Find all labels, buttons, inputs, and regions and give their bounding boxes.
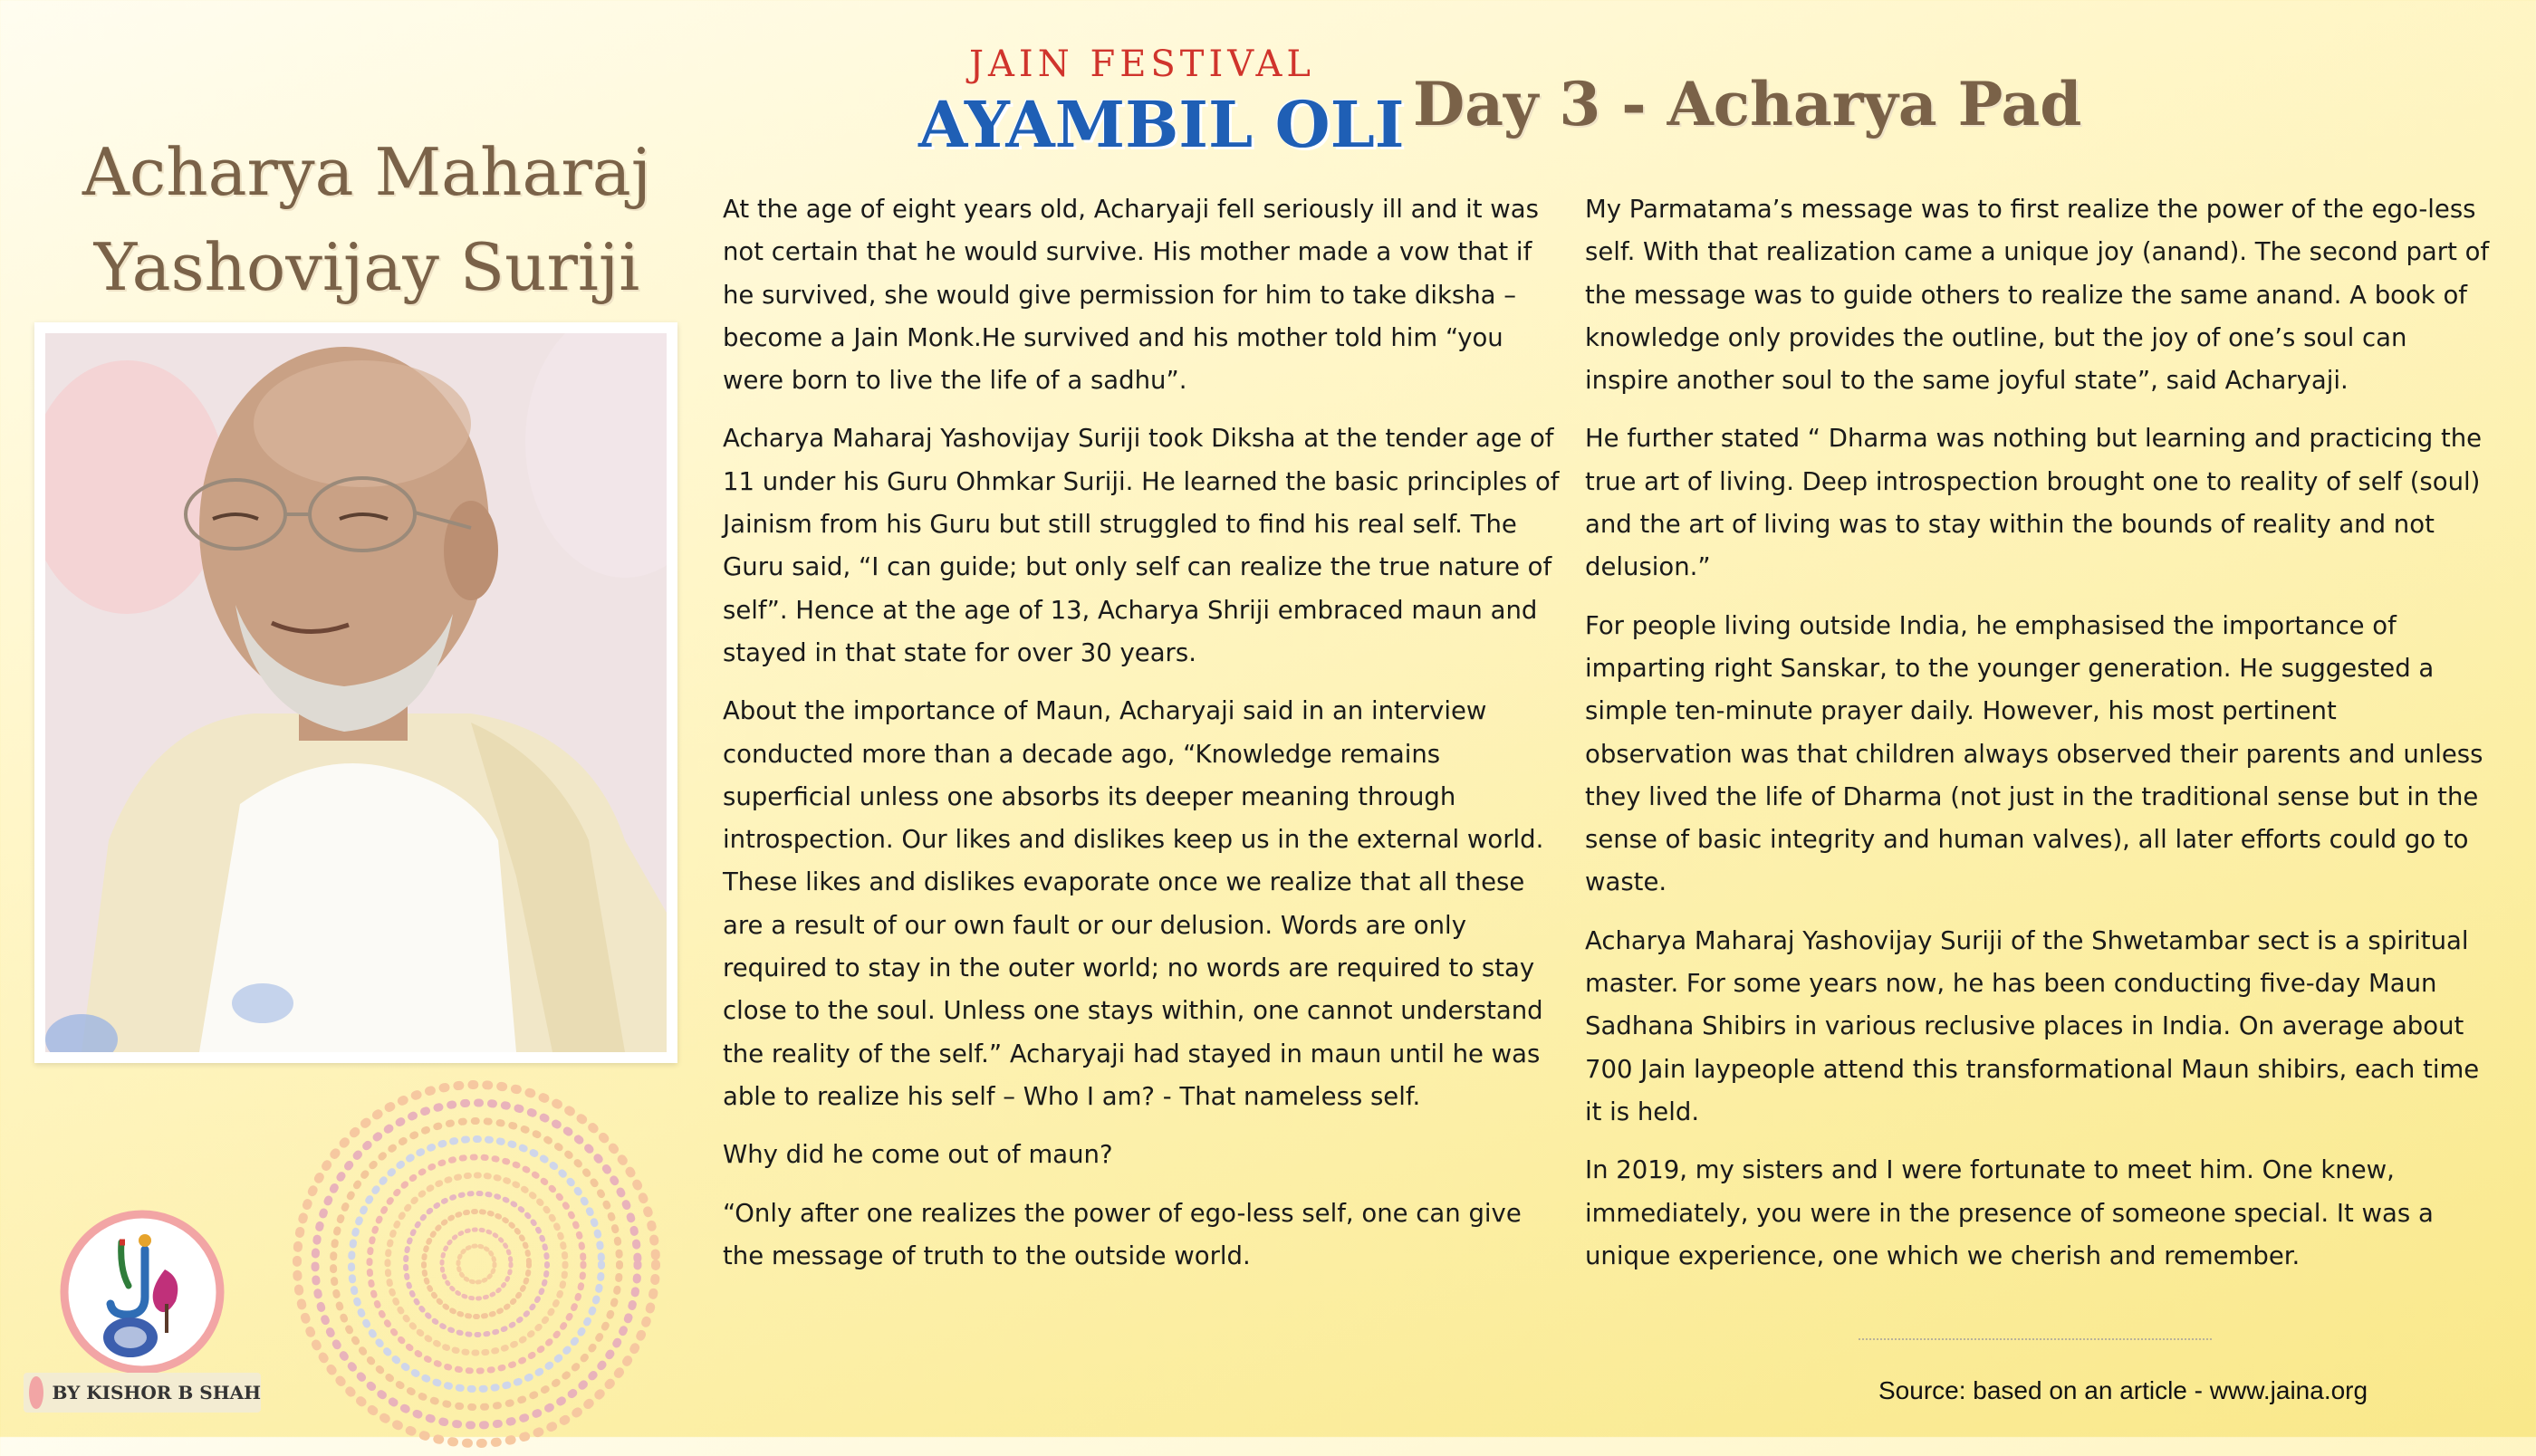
portrait-photo [45,333,667,1052]
article-paragraph: “Only after one realizes the power of ego-less self, one can give the message of truth to the outside world. [723,1198,1522,1270]
article-paragraph: At the age of eight years old, Acharyaji fell seriously ill and it was not certain that he would survive. His mother made a vow that if he survived, she would give permission for him to take diksha – become a Jain Monk.He survived and his mother told him “you were born to live the life of a sadhu”. [723,195,1539,396]
portrait-frame [34,322,677,1063]
article-paragraph: Why did he come out of maun? [723,1140,1113,1170]
article-paragraph: He further stated “ Dharma was nothing but learning and practicing the true art of living. Deep introspection brought one to reality of self (soul) and the art of living was to stay within the bounds of reality and not delusion.” [1585,424,2483,582]
day-title: Day 3 - Acharya Pad [1413,69,2082,139]
subject-name-line2: Yashovijay Suriji [93,229,640,305]
festival-label: JAIN FESTIVAL [969,43,1315,85]
article-paragraph: In 2019, my sisters and I were fortunate to meet him. One knew, immediately, you were in the presence of someone special. It was a unique experience, one which we cherish and remember. [1585,1155,2434,1270]
article-paragraph: About the importance of Maun, Acharyaji said in an interview conducted more than a decade ago, “Knowledge remains superficial unless one absorbs its deeper meaning through introspection. Our likes and dislikes keep us in the external world. These likes and dislikes evaporate once we realize that all these are a result of our own fault or our delusion. Words are only required to stay in the outer world; no words are required to stay close to the soul. Unless one stays within, one cannot understand the reality of the self.” Acharyaji had stayed in maun until he was able to realize his self – Who I am? - That nameless self. [723,696,1544,1111]
mandala-decoration [288,1076,665,1452]
article-paragraph: Acharya Maharaj Yashovijay Suriji of the Shwetambar sect is a spiritual master. For some years now, he has been conducting five-day Maun Sadhana Shibirs in various reclusive places in India. On average about 700 Jain laypeople attend this transformational Maun shibirs, each time it is held. [1585,925,2480,1126]
byline-dot-icon [29,1376,43,1409]
article-paragraph: For people living outside India, he emphasised the importance of imparting right Sanskar, to the younger generation. He suggested a simple ten-minute prayer daily. However, his most pertinent observation was that children always observed their parents and unless they lived the life of Dharma (not just in the traditional sense but in the sense of basic integrity and human valves), all later efforts could go to waste. [1585,610,2483,897]
subject-name [33,125,701,315]
article-column-2 [1585,188,2491,1293]
byline-badge [24,1373,261,1413]
divider-line [1859,1338,2212,1340]
festival-name: AYAMBIL OLI [918,87,1405,162]
source-credit: Source: based on an article - www.jaina.org [1878,1376,2368,1404]
article-paragraph: My Parmatama’s message was to first realize the power of the ego-less self. With that realization came a unique joy (anand). The second part of the message was to guide others to realize the same anand. A book of knowledge only provides the outline, but the joy of one’s soul can inspire another soul to the same joyful state”, said Acharyaji. [1585,195,2490,396]
article-paragraph: Acharya Maharaj Yashovijay Suriji took Diksha at the tender age of 11 under his Guru Ohmkar Suriji. He learned the basic principles of Jainism from his Guru but still struggled to find his real self. The Guru said, “I can guide; but only self can realize the true nature of self”. Hence at the age of 13, Acharya Shriji embraced maun and stayed in that state for over 30 years. [723,424,1560,667]
jaina-logo [56,1206,228,1378]
byline-text: BY KISHOR B SHAH [52,1382,261,1403]
article-column-1 [723,188,1565,1293]
subject-name-line1: Acharya Maharaj [82,134,652,210]
